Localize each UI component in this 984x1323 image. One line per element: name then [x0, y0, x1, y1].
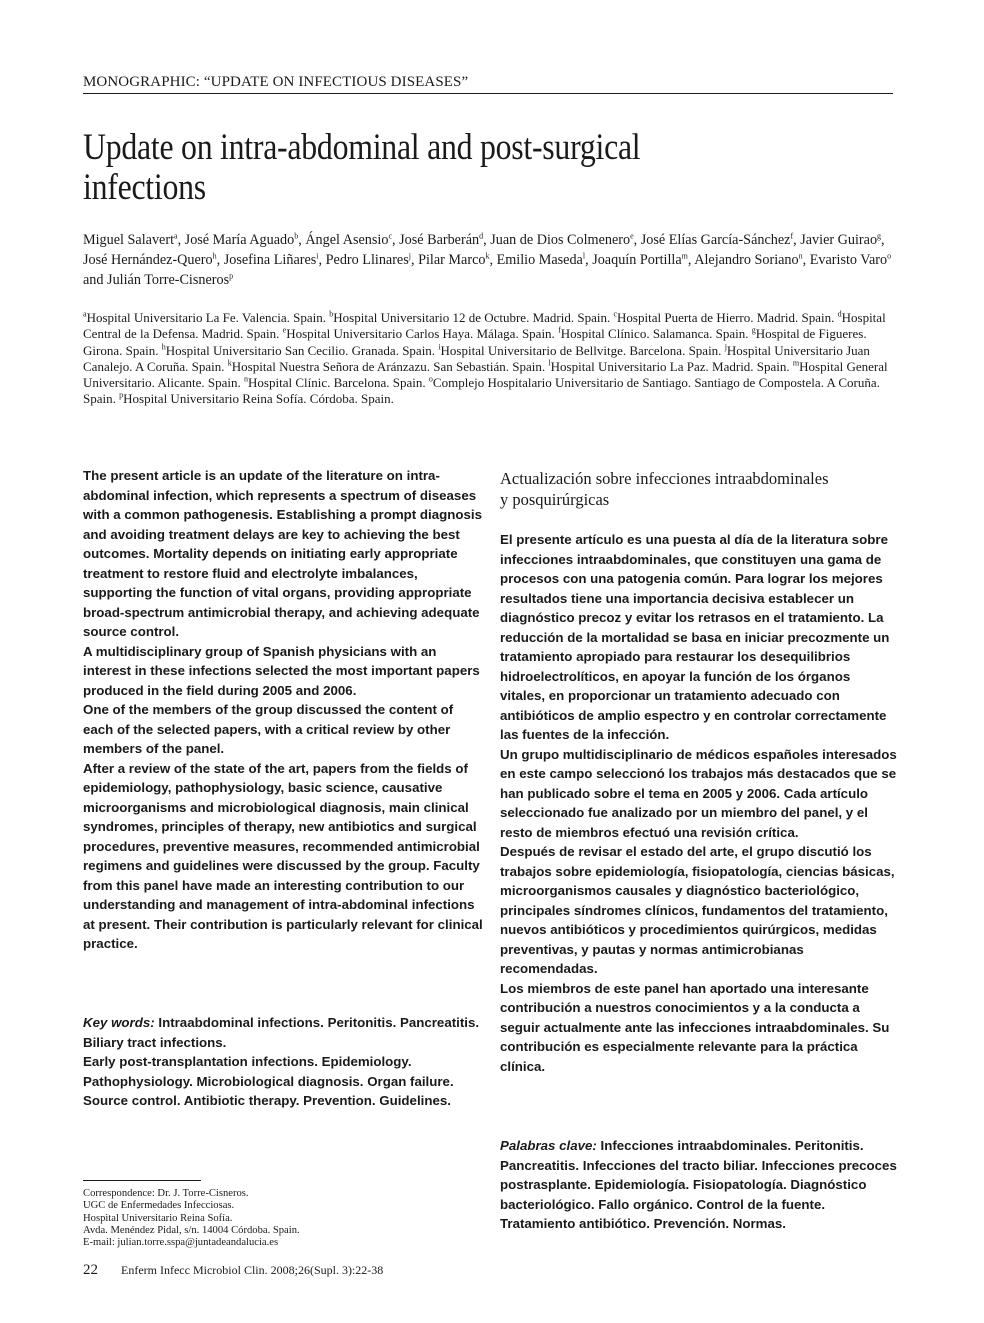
abstract-en-paragraph: After a review of the state of the art, papers from the fields of epidemiology, pathophysiology, basic science, causative microorganisms and microbiological diagnosis, main clinical syndromes, principles of therapy, new antibiotics and surgical procedures, preventive measures, recommended antimicrobial regimens and guidelines were discussed by the group. Faculty from this panel have made an interesting contribution to our understanding and management of intra-abdominal infections at present. Their contribution is particularly relevant for clinical practice.: [83, 760, 483, 951]
affiliation-mark: j: [724, 342, 727, 352]
author-list: [83, 230, 903, 290]
affiliation: Complejo Hospitalario Universitario de Santiago. Santiago de Compostela. A Coruña. Spain.: [83, 375, 880, 407]
author-name: Ángel Asensio: [305, 232, 389, 248]
author-name: José Elías García-Sánchez: [640, 232, 791, 248]
author-separator: ,: [687, 252, 695, 268]
author-separator: ,: [802, 252, 810, 268]
affiliation: Hospital Puerta de Hierro. Madrid. Spain.: [617, 310, 835, 325]
affiliation: Hospital Universitario 12 de Octubre. Madrid. Spain.: [333, 310, 611, 325]
author-separator: ,: [298, 232, 306, 248]
author-separator: ,: [392, 232, 400, 248]
article-title: [83, 128, 754, 208]
author-name: Pedro Llinares: [325, 252, 409, 268]
author-affiliation-mark: d: [479, 231, 484, 241]
title-line-1: Update on intra-abdominal and post-surgical: [83, 127, 641, 168]
affiliation: Hospital Universitario Carlos Haya. Málaga. Spain.: [286, 326, 555, 342]
author-affiliation-mark: c: [388, 231, 393, 241]
author-separator: ,: [585, 252, 593, 268]
abstract-en-paragraph: One of the members of the group discussed the content of each of the selected papers, with a critical review by other members of the panel.: [83, 702, 454, 756]
spanish-title-line-1: Actualización sobre infecciones intraabdominales: [500, 469, 829, 488]
author-affiliation-mark: n: [798, 251, 803, 261]
affiliation-mark: a: [83, 309, 87, 319]
abstract-es-paragraph: Los miembros de este panel han aportado una interesante contribución a nuestros conocimientos y a la conducta a seguir actualmente ante las infecciones intraabdominales. Su contribución es especialmente relevante para la práctica clínica.: [500, 980, 890, 1074]
page-number: 22: [83, 1262, 98, 1278]
affiliation-mark: e: [282, 325, 287, 335]
affiliation-mark: b: [329, 309, 334, 319]
affiliation-mark: k: [227, 358, 232, 368]
affiliation-mark: c: [613, 309, 618, 319]
author-affiliation-mark: o: [887, 251, 892, 261]
author-separator: ,: [411, 252, 419, 268]
affiliation-mark: o: [428, 374, 433, 384]
author-name: Alejandro Soriano: [694, 252, 799, 268]
affiliation-list: [83, 310, 903, 408]
affiliation: Hospital General Universitario. Alicante. Spain.: [83, 358, 888, 391]
author-name: Miguel Salavert: [83, 232, 175, 248]
correspondence-line: Avda. Menéndez Pidal, s/n. 14004 Córdoba. Spain.: [83, 1224, 300, 1236]
author-separator: ,: [881, 232, 885, 248]
author-affiliation-mark: k: [485, 251, 490, 261]
author-affiliation-mark: g: [877, 231, 882, 241]
author-name: Javier Guirao: [800, 232, 878, 248]
correspondence-line: UGC de Enfermedades Infecciosas.: [83, 1200, 235, 1212]
author-affiliation-mark: a: [174, 231, 178, 241]
abstract-en-paragraph: The present article is an update of the literature on intra-abdominal infection, which represents a spectrum of diseases with a common pathogenesis. Establishing a prompt diagnosis and avoiding treatment delays are key to achieving the best outcomes. Mortality depends on initiating early appropriate treatment to restore fluid and electrolyte imbalances, supporting the function of vital organs, providing appropriate broad-spectrum antimicrobial therapy, and achieving adequate source control.: [83, 468, 482, 639]
page-footer: [83, 1262, 683, 1279]
abstract-es-paragraph: Un grupo multidisciplinario de médicos españoles interesados en este campo seleccionó los trabajos más destacados que se han publicado sobre el tema en 2005 y 2006. Cada artículo seleccionado fue analizado por un miembro del panel, y el resto de miembros efectuó una revisión crítica.: [500, 746, 897, 840]
correspondence-line: Hospital Universitario Reina Sofía.: [83, 1212, 233, 1224]
keywords-en-line-1: Intraabdominal infections. Peritonitis. Pancreatitis. Biliary tract infections.: [83, 1015, 480, 1050]
abstract-en-paragraph: A multidisciplinary group of Spanish physicians with an interest in these infections selected the most important papers produced in the field during 2005 and 2006.: [83, 643, 480, 698]
affiliation: Hospital Universitario San Cecilio. Granada. Spain.: [165, 342, 436, 358]
keywords-en-line-2: Early post-transplantation infections. Epidemiology. Pathophysiology. Microbiological diagnosis. Organ failure. Source control. Antibiotic therapy. Prevention. Guidelines.: [83, 1054, 454, 1108]
author-separator: ,: [318, 252, 326, 268]
affiliation-mark: f: [558, 325, 561, 335]
author-affiliation-mark: l: [582, 251, 586, 261]
title-line-2: infections: [83, 167, 206, 208]
affiliation-mark: n: [244, 374, 249, 384]
author-affiliation-mark: b: [294, 231, 299, 241]
correspondence-note: [83, 1188, 443, 1249]
abstract-spanish: [500, 530, 898, 1076]
author-name: José Hernández-Quero: [83, 252, 213, 268]
author-affiliation-mark: e: [630, 231, 634, 241]
running-head: MONOGRAPHIC: “UPDATE ON INFECTIOUS DISEASES”: [83, 74, 893, 94]
author-separator: ,: [489, 252, 497, 268]
author-name: Juan de Dios Colmenero: [490, 232, 631, 248]
abstract-es-paragraph: Después de revisar el estado del arte, el grupo discutió los trabajos sobre epidemiología, fisiopatología, ciencias básicas, microorganismos causales y diagnóstico bacteriológico, principales síndromes clínicos, fundamentos del tratamiento, nuevos antibióticos y procedimientos quirúrgicos, medidas preventivas, y pautas y normas antimicrobianas recomendadas.: [500, 844, 895, 976]
keywords-es-label: Palabras clave:: [500, 1138, 597, 1153]
author-name: Pilar Marco: [418, 252, 486, 268]
affiliation-mark: l: [548, 358, 551, 368]
affiliation-mark: g: [751, 325, 756, 335]
author-name: José María Aguado: [184, 232, 295, 248]
abstract-english: [83, 466, 483, 954]
affiliation: Hospital Clínico. Salamanca. Spain.: [560, 326, 749, 342]
affiliation-mark: i: [438, 342, 441, 352]
author-separator: ,: [633, 232, 641, 248]
correspondence-email: E-mail: julian.torre.sspa@juntadeandalucia.es: [83, 1237, 279, 1249]
affiliation: Hospital Universitario La Fe. Valencia. Spain.: [86, 310, 327, 325]
affiliation: Hospital Universitario de Bellvitge. Barcelona. Spain.: [440, 342, 722, 358]
author-separator: and: [83, 272, 108, 288]
affiliation-mark: h: [161, 342, 166, 352]
spanish-title-line-2: y posquirúrgicas: [500, 490, 610, 509]
affiliation: Hospital Nuestra Señora de Aránzazu. San Sebastián. Spain.: [231, 358, 546, 374]
author-affiliation-mark: h: [212, 251, 217, 261]
author-name: Emilio Maseda: [496, 252, 583, 268]
affiliation: Hospital Universitario Reina Sofía. Córdoba. Spain.: [123, 391, 394, 407]
journal-citation: Enferm Infecc Microbiol Clin. 2008;26(Supl. 3):22-38: [121, 1263, 384, 1277]
affiliation: Hospital de Figueres. Girona. Spain.: [83, 326, 867, 358]
correspondence-line: Correspondence: Dr. J. Torre-Cisneros.: [83, 1188, 249, 1199]
author-affiliation-mark: i: [316, 251, 319, 261]
affiliation: Hospital Universitario La Paz. Madrid. Spain.: [550, 358, 790, 374]
author-separator: ,: [177, 232, 185, 248]
author-affiliation-mark: m: [681, 251, 688, 261]
author-affiliation-mark: p: [229, 271, 234, 281]
author-name: Julián Torre-Cisneros: [107, 272, 230, 288]
affiliation-mark: m: [792, 358, 800, 368]
keywords-es-text: Infecciones intraabdominales. Peritonitis. Pancreatitis. Infecciones del tracto biliar. Infecciones precoces postrasplante. Epidemiología. Fisiopatología. Diagnóstico bacteriológico. Fallo orgánico. Control de la fuente. Tratamiento antibiótico. Prevención. Normas.: [500, 1138, 897, 1231]
affiliation: Hospital Clínic. Barcelona. Spain.: [248, 375, 426, 391]
author-separator: ,: [483, 232, 491, 248]
author-name: Josefina Liñares: [223, 252, 317, 268]
keywords-english: [83, 1013, 483, 1111]
author-name: Evaristo Varo: [809, 252, 888, 268]
author-name: José Barberán: [399, 232, 480, 248]
keywords-spanish: [500, 1136, 898, 1234]
author-separator: ,: [793, 232, 801, 248]
author-affiliation-mark: f: [790, 231, 794, 241]
affiliation-mark: d: [837, 309, 842, 319]
author-name: Joaquín Portilla: [592, 252, 682, 268]
author-affiliation-mark: j: [408, 251, 411, 261]
footnote-divider: [83, 1180, 201, 1181]
author-separator: ,: [216, 252, 224, 268]
affiliation: Hospital Universitario Juan Canalejo. A Coruña. Spain.: [83, 342, 870, 374]
affiliation: Hospital Central de la Defensa. Madrid. Spain.: [83, 310, 886, 342]
abstract-es-paragraph: El presente artículo es una puesta al día de la literatura sobre infecciones intraabdominales, que constituyen una gama de procesos con una patogenia común. Para lograr los mejores resultados tiene una importancia decisiva establecer un diagnóstico precoz y evitar los retrasos en el tratamiento. La reducción de la mortalidad se basa en iniciar precozmente un tratamiento apropiado para restaurar los desequilibrios hidroelectrolíticos, en apoyar la función de los órganos vitales, en proporcionar un tratamiento adecuado con antibióticos de amplio espectro y en controlar correctamente las fuentes de la infección.: [500, 532, 890, 742]
affiliation-mark: p: [119, 391, 124, 401]
spanish-title: [500, 468, 880, 510]
keywords-en-label: Key words:: [83, 1015, 155, 1030]
